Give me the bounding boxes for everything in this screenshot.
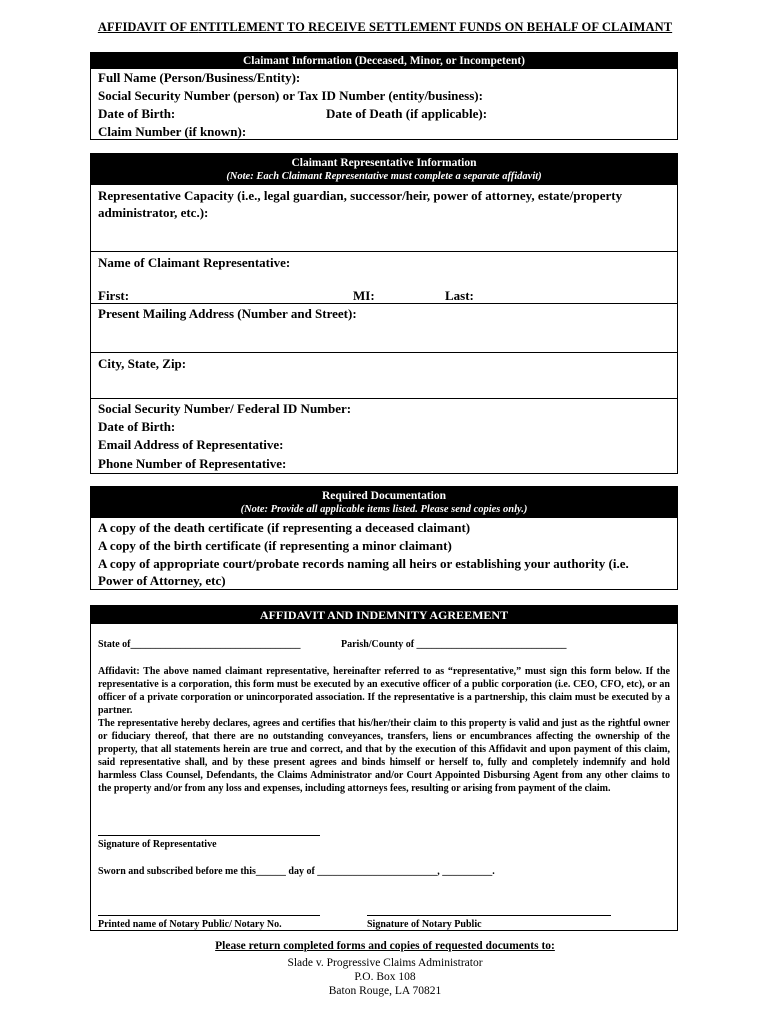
claimant-info-section (90, 52, 678, 140)
divider (91, 352, 677, 353)
representative-signature-label: Signature of Representative (98, 839, 217, 850)
divider (91, 398, 677, 399)
representative-header-title: Claimant Representative Information (291, 157, 477, 169)
documentation-header (91, 487, 677, 518)
notary-name-label: Printed name of Notary Public/ Notary No. (98, 919, 282, 930)
state-of-field[interactable]: State of__________________________________ (98, 639, 301, 650)
claimant-dob-field[interactable]: Date of Birth: (98, 106, 176, 121)
notary-signature-line[interactable] (367, 915, 611, 916)
representative-ssn-field[interactable]: Social Security Number/ Federal ID Number: (98, 401, 352, 416)
divider (91, 303, 677, 304)
representative-signature-line[interactable] (98, 835, 320, 836)
divider (91, 251, 677, 252)
affidavit-paragraph-2: The representative hereby declares, agrees and certifies that his/her/their claim to this property is valid and just as the rightful owner or fiduciary thereof, that there are no outstanding conveyances, transfers, liens or encumbrances affecting the ownership of the property, that all statements herein are true and correct, and that by the execution of this Affidavit and upon payment of this claim, said representative shall, and by these present agrees and binds himself or herself to, fully and completely indemnify and hold harmless Class Counsel, Defendants, the Claims Administrator and/or Court Appointed Disbursing Agent from any other claims to the property and/or from any loss and expenses, including attorneys fees, resulting or arising from payment of the claim. (98, 718, 670, 794)
documentation-header-title: Required Documentation (321, 490, 447, 502)
required-documentation-section (90, 486, 678, 590)
representative-capacity-label[interactable]: Representative Capacity (i.e., legal guardian, successor/heir, power of attorney, estate/property (98, 188, 623, 203)
documentation-header-note: (Note: Provide all applicable items listed. Please send copies only.) (240, 504, 528, 515)
affidavit-paragraph-1: Affidavit: The above named claimant representative, hereinafter referred to as “representative,” must sign this form below. If the representative is a corporation, this form must be executed by an executive officer of a public corporation (i.e. CEO, CFO, etc), or an officer of a private corporation or unincorporated association. If the representative is a partnership, this claim must be executed by a partner. (98, 666, 670, 716)
birth-certificate-item: A copy of the birth certificate (if representing a minor claimant) (98, 538, 452, 553)
representative-phone-field[interactable]: Phone Number of Representative: (98, 456, 287, 471)
claimant-ssn-field[interactable]: Social Security Number (person) or Tax ID Number (entity/business): (98, 88, 483, 103)
probate-records-item: A copy of appropriate court/probate records naming all heirs or establishing your authority (i.e. (98, 556, 629, 571)
claimant-dod-field[interactable]: Date of Death (if applicable): (326, 106, 488, 121)
notary-name-line[interactable] (98, 915, 320, 916)
affidavit-header: AFFIDAVIT AND INDEMNITY AGREEMENT (91, 606, 677, 624)
probate-records-item-cont: Power of Attorney, etc) (98, 573, 226, 588)
claimant-info-header: Claimant Information (Deceased, Minor, or Incompetent) (91, 53, 677, 69)
first-name-field[interactable]: First: (98, 288, 130, 303)
notary-signature-label: Signature of Notary Public (367, 919, 482, 930)
representative-info-header (91, 154, 677, 185)
form-title: AFFIDAVIT OF ENTITLEMENT TO RECEIVE SETTLEMENT FUNDS ON BEHALF OF CLAIMANT (97, 20, 673, 34)
representative-header-note: (Note: Each Claimant Representative must complete a separate affidavit) (226, 171, 542, 182)
last-name-field[interactable]: Last: (445, 288, 474, 303)
representative-dob-field[interactable]: Date of Birth: (98, 419, 176, 434)
representative-email-field[interactable]: Email Address of Representative: (98, 437, 284, 452)
representative-capacity-label-cont: administrator, etc.): (98, 205, 209, 220)
sworn-subscribed-line[interactable]: Sworn and subscribed before me this______ day of ________________________, __________. (98, 866, 495, 877)
representative-info-section (90, 153, 678, 474)
address-line-3: Baton Rouge, LA 70821 (328, 985, 442, 997)
return-instruction: Please return completed forms and copies of requested documents to: (215, 940, 555, 952)
claimant-full-name-field[interactable]: Full Name (Person/Business/Entity): (98, 70, 301, 85)
city-state-zip-field[interactable]: City, State, Zip: (98, 356, 187, 371)
address-line-2: P.O. Box 108 (354, 971, 416, 983)
claim-number-field[interactable]: Claim Number (if known): (98, 124, 247, 139)
death-certificate-item: A copy of the death certificate (if representing a deceased claimant) (98, 520, 471, 535)
parish-county-field[interactable]: Parish/County of ______________________________ (341, 639, 567, 650)
mailing-address-field[interactable]: Present Mailing Address (Number and Street): (98, 306, 357, 321)
affidavit-section (90, 605, 678, 931)
middle-initial-field[interactable]: MI: (353, 288, 375, 303)
representative-name-label: Name of Claimant Representative: (98, 255, 291, 270)
address-line-1: Slade v. Progressive Claims Administrator (287, 957, 483, 969)
